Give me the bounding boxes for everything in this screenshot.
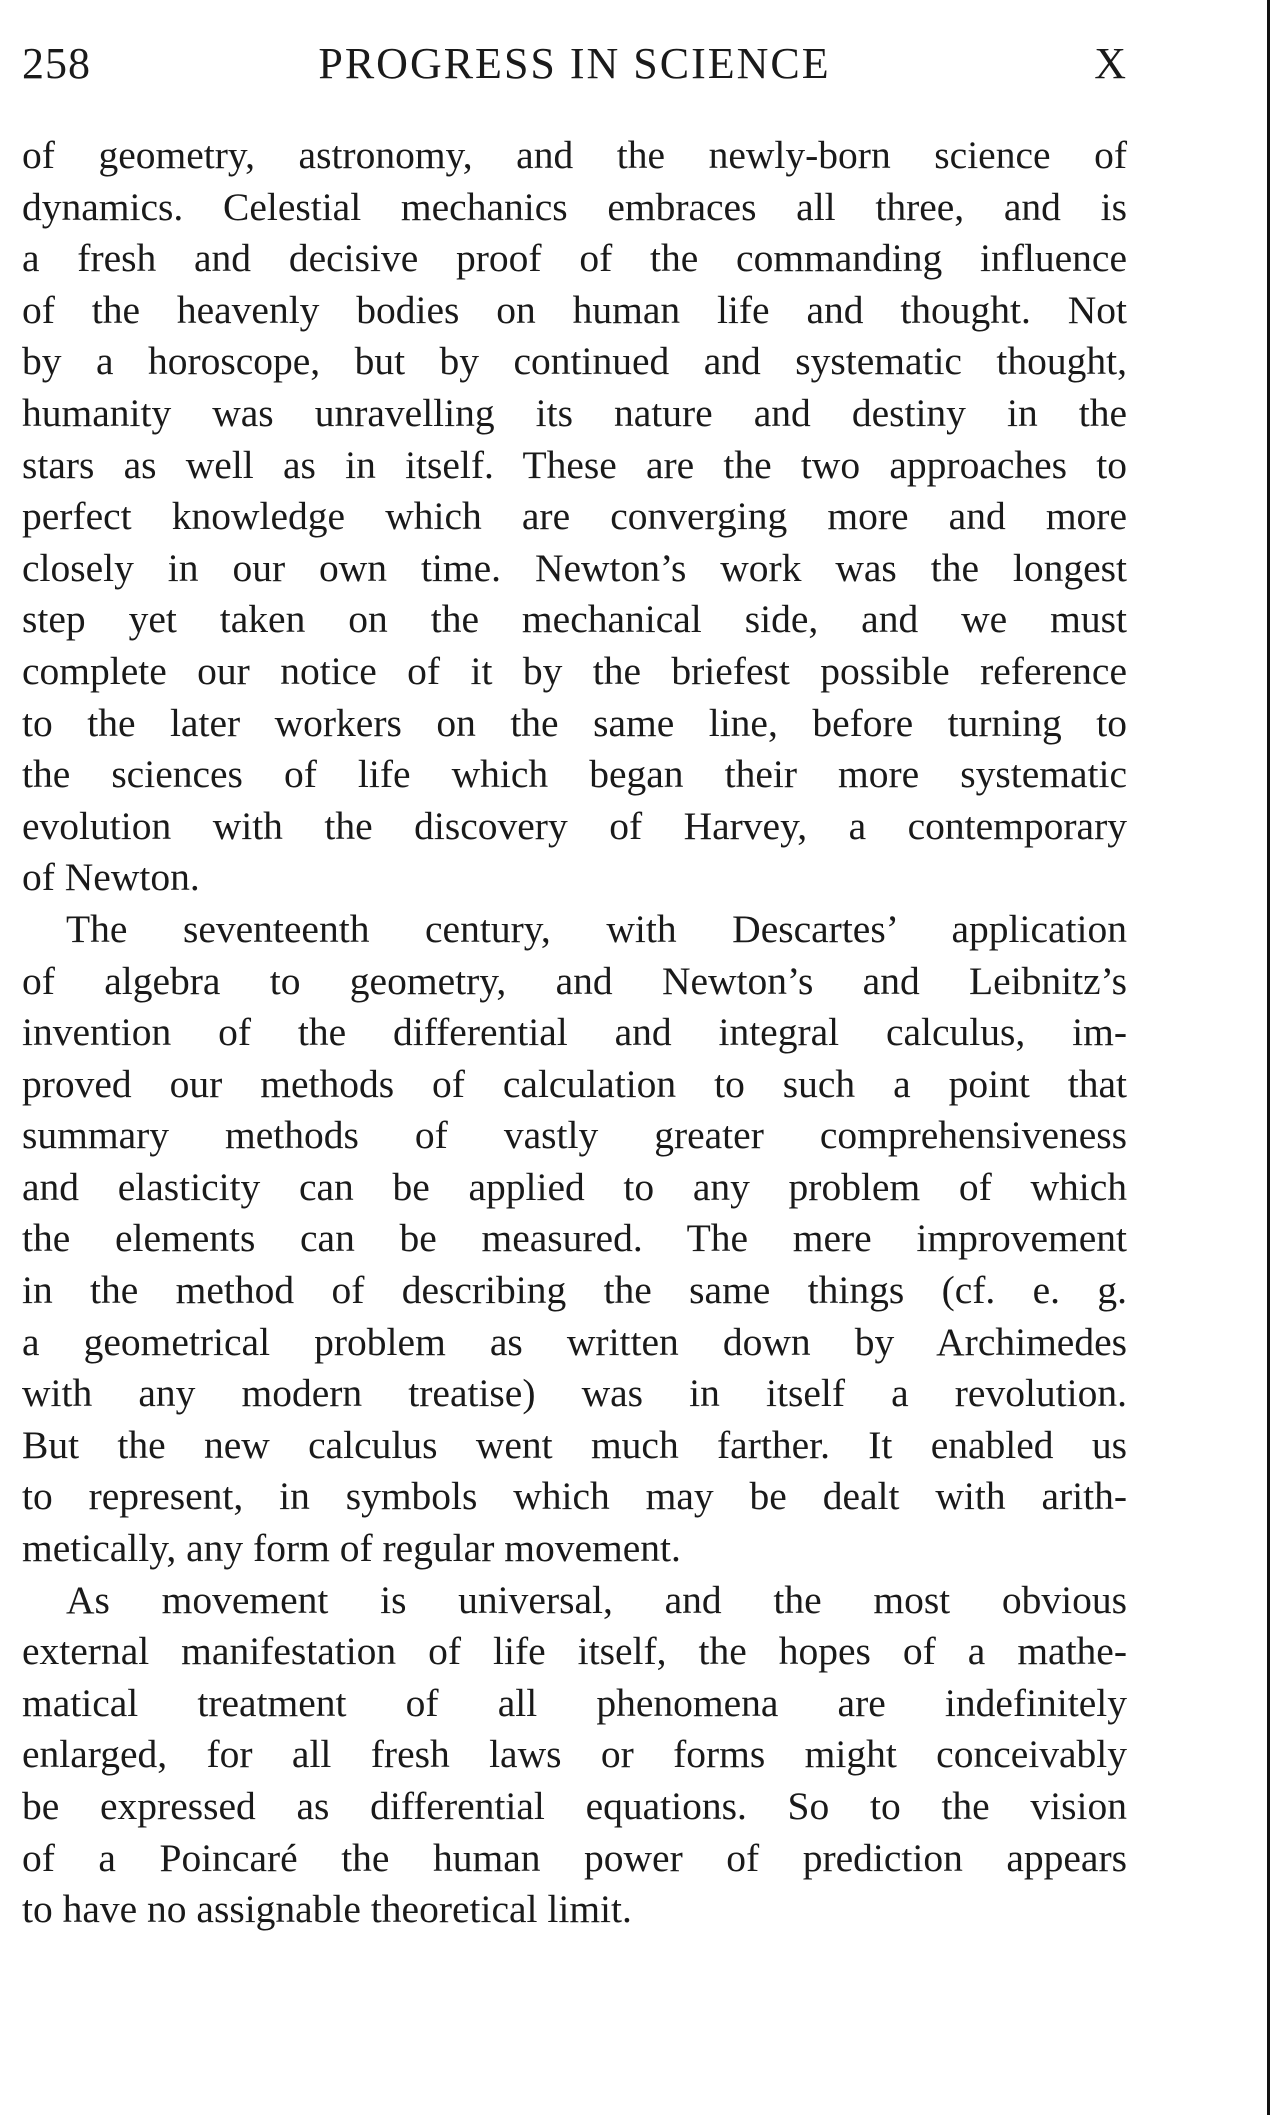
text-line: by a horoscope, but by continued and systematic thought, (22, 339, 1127, 384)
text-line: step yet taken on the mechanical side, and we must (22, 597, 1127, 642)
text-line: be expressed as differential equations. So to the vision (22, 1784, 1127, 1828)
chapter-numeral: X (1094, 39, 1127, 88)
text-line: of algebra to geometry, and Newton’s and Leibnitz’s (22, 958, 1127, 1003)
text-line: the sciences of life which began their more systematic (22, 752, 1127, 797)
text-line: external manifestation of life itself, the hopes of a mathe- (22, 1629, 1127, 1674)
text-line: enlarged, for all fresh laws or forms might conceivably (22, 1732, 1127, 1777)
paragraph (22, 130, 1127, 904)
text-line: to have no assignable theoretical limit. (22, 1887, 632, 1932)
text-line: a geometrical problem as written down by Archimedes (22, 1319, 1127, 1364)
text-line: matical treatment of all phenomena are indefinitely (22, 1680, 1127, 1725)
text-line: dynamics. Celestial mechanics embraces all three, and is (22, 184, 1127, 229)
page-number: 258 (22, 39, 91, 88)
text-line: of the heavenly bodies on human life and thought. Not (22, 287, 1127, 332)
text-line: closely in our own time. Newton’s work was the longest (22, 545, 1127, 590)
text-line: The seventeenth century, with Descartes’ application (66, 906, 1127, 951)
text-line: complete our notice of it by the briefest possible reference (22, 648, 1127, 693)
body-text (22, 130, 1127, 1936)
text-line: in the method of describing the same things (cf. e. g. (22, 1268, 1127, 1313)
running-head (22, 38, 1127, 98)
text-line: metically, any form of regular movement. (22, 1526, 681, 1571)
text-line: the elements can be measured. The mere improvement (22, 1216, 1127, 1261)
page-edge-shadow (1267, 0, 1270, 2115)
text-line: of a Poincaré the human power of prediction appears (22, 1835, 1127, 1880)
text-line: humanity was unravelling its nature and destiny in the (22, 390, 1127, 435)
text-line: perfect knowledge which are converging more and more (22, 494, 1127, 539)
text-line: to represent, in symbols which may be dealt with arith- (22, 1474, 1127, 1519)
text-line: proved our methods of calculation to such a point that (22, 1061, 1127, 1106)
text-line: summary methods of vastly greater comprehensiveness (22, 1113, 1127, 1158)
text-line: with any modern treatise) was in itself a revolution. (22, 1371, 1127, 1416)
paragraph (22, 904, 1127, 1575)
text-line: invention of the differential and integral calculus, im- (22, 1010, 1127, 1055)
text-line: of Newton. (22, 855, 200, 900)
text-line: evolution with the discovery of Harvey, a contemporary (22, 803, 1127, 848)
text-line: and elasticity can be applied to any problem of which (22, 1164, 1127, 1209)
running-title: PROGRESS IN SCIENCE (318, 39, 831, 88)
text-line: But the new calculus went much farther. It enabled us (22, 1422, 1127, 1467)
text-line: As movement is universal, and the most obvious (66, 1577, 1127, 1622)
text-line: to the later workers on the same line, before turning to (22, 700, 1127, 745)
text-line: a fresh and decisive proof of the commanding influence (22, 236, 1127, 281)
paragraph (22, 1575, 1127, 1936)
text-line: stars as well as in itself. These are the two approaches to (22, 442, 1127, 487)
text-line: of geometry, astronomy, and the newly-born science of (22, 133, 1127, 177)
